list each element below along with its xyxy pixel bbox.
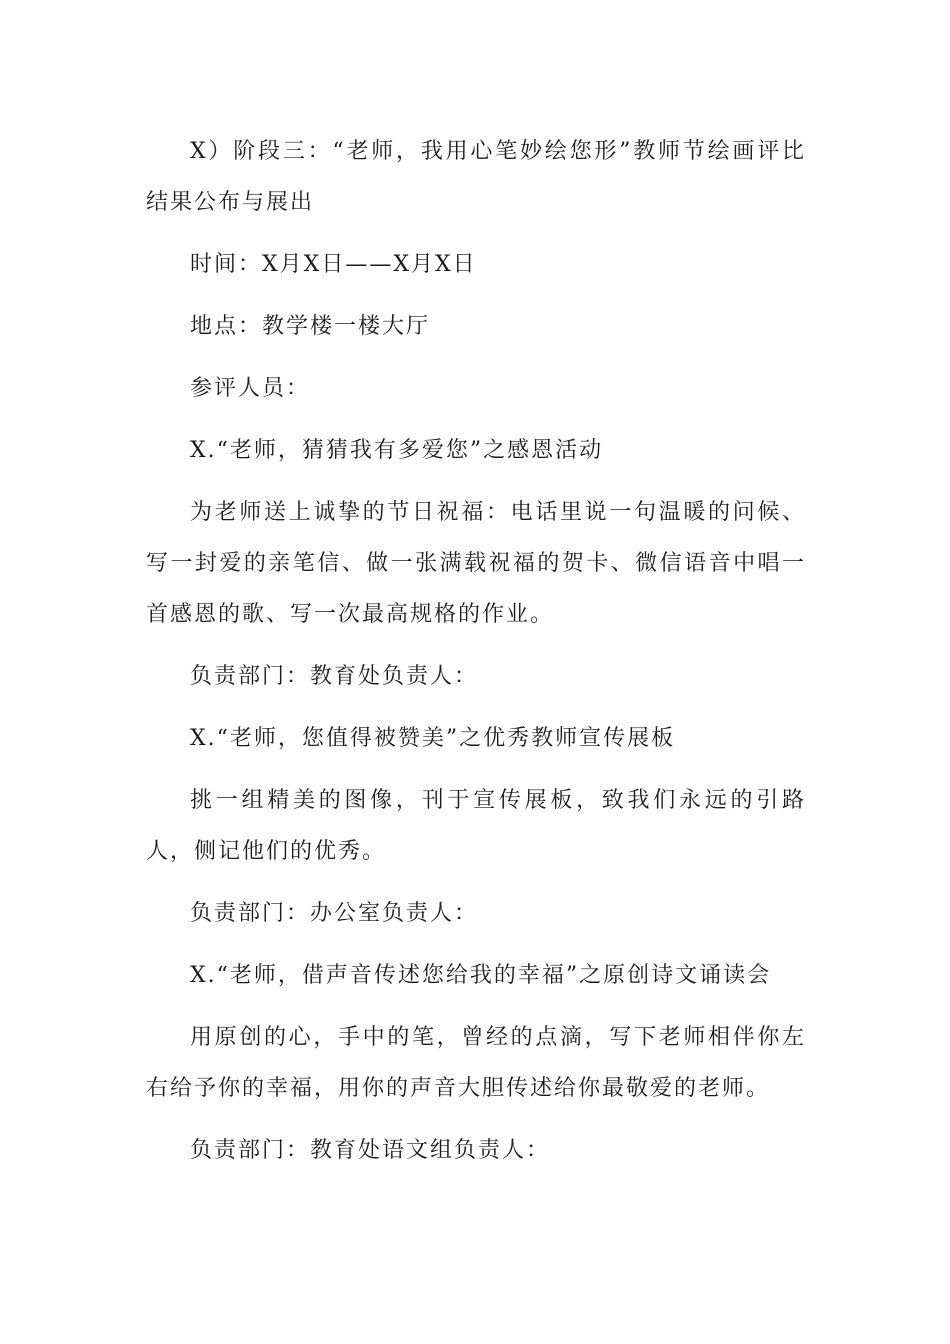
activity-description-gratitude: 为老师送上诚挚的节日祝福：电话里说一句温暖的问候、写一封爱的亲笔信、做一张满载祝福的贺卡、微信语音中唱一首感恩的歌、写一次最高规格的作业。 [146,500,806,627]
activity-description-exhibition-board: 挑一组精美的图像，刊于宣传展板，致我们永远的引路人，侧记他们的优秀。 [146,788,806,864]
responsible-dept-exhibition-board: 负责部门：办公室负责人： [190,901,479,926]
responsible-dept-poetry-reading: 负责部门：教育处语文组负责人： [190,1138,551,1163]
time-line: 时间：X月X日——X月X日 [190,252,477,277]
stage-three-heading: X）阶段三：“老师，我用心笔妙绘您形”教师节绘画评比结果公布与展出 [146,139,806,215]
activity-heading-exhibition-board: X.“老师，您值得被赞美”之优秀教师宣传展板 [190,726,676,751]
participants-line: 参评人员： [190,376,311,401]
activity-heading-gratitude: X.“老师，猜猜我有多爱您”之感恩活动 [190,438,604,463]
responsible-dept-gratitude: 负责部门：教育处负责人： [190,664,479,689]
activity-heading-poetry-reading: X.“老师，借声音传述您给我的幸福”之原创诗文诵读会 [190,963,772,988]
activity-description-poetry-reading: 用原创的心，手中的笔，曾经的点滴，写下老师相伴你左右给予你的幸福，用你的声音大胆传述给你最敬爱的老师。 [146,1025,806,1101]
location-line: 地点：教学楼一楼大厅 [190,314,431,339]
